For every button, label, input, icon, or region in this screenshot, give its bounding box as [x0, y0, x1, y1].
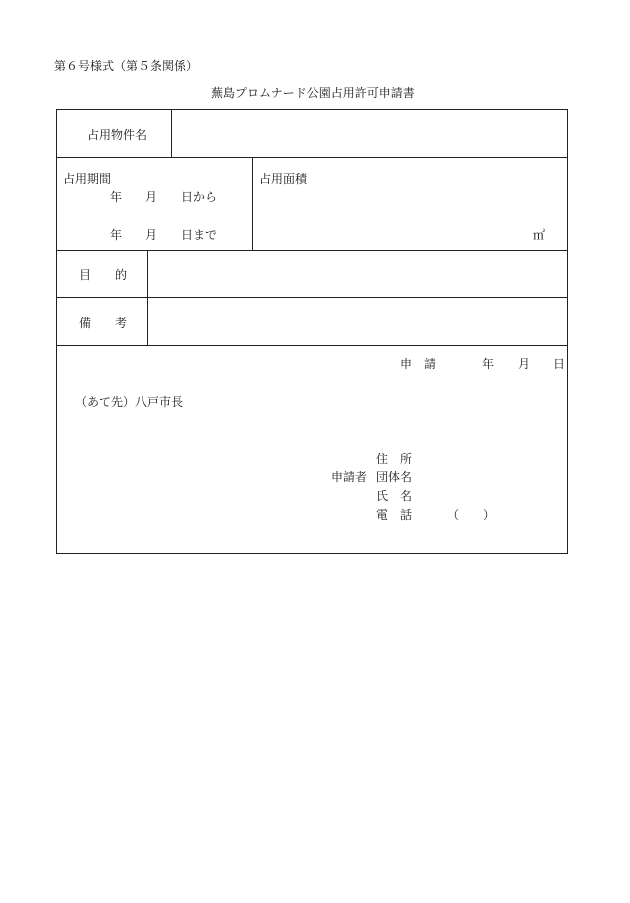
application-form-table: [56, 109, 568, 554]
row-divider: [57, 345, 567, 346]
address-label: 住 所: [376, 452, 413, 466]
period-start-month: 月: [145, 190, 158, 204]
applicant-label: 申請者: [331, 470, 368, 484]
area-label: 占用面積: [259, 172, 308, 186]
name-label: 氏 名: [376, 489, 413, 503]
addressee: （あて先）八戸市長: [75, 395, 184, 409]
form-number: 第６号様式（第５条関係）: [54, 59, 199, 73]
remarks-label: 備 考: [79, 316, 128, 330]
organization-label: 団体名: [376, 470, 413, 484]
period-end-month: 月: [145, 228, 158, 242]
application-date-month: 月: [518, 357, 531, 371]
phone-label: 電 話: [376, 508, 413, 522]
application-date-year: 年: [482, 357, 495, 371]
remarks-field[interactable]: [148, 298, 567, 344]
period-start-day: 日から: [181, 190, 218, 204]
period-end-day: 日まで: [181, 228, 218, 242]
form-title: 蕪島プロムナード公園占用許可申請書: [211, 86, 415, 100]
object-name-label: 占用物件名: [87, 128, 148, 142]
object-name-field[interactable]: [172, 110, 567, 156]
application-date-label: 申 請: [400, 357, 437, 371]
column-divider: [252, 157, 253, 250]
period-end-year: 年: [110, 228, 123, 242]
area-unit: ㎡: [533, 228, 546, 242]
period-start-year: 年: [110, 190, 123, 204]
purpose-label: 目 的: [79, 268, 128, 282]
application-date-day: 日: [553, 357, 566, 371]
phone-parentheses: （ ）: [447, 508, 496, 522]
purpose-field[interactable]: [148, 251, 567, 296]
period-label: 占用期間: [63, 172, 112, 186]
row-divider: [57, 157, 567, 158]
